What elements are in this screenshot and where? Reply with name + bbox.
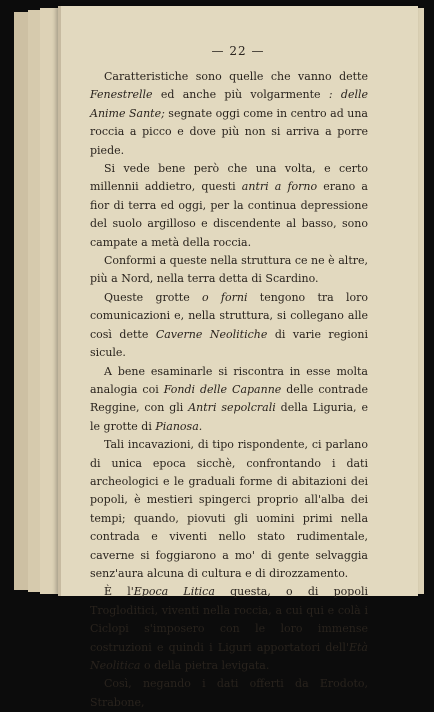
text-run: tengono tra loro comunicazioni e, nella struttura, si collegano alle così dette [90,290,368,341]
text-run: Conformi a queste nella struttura ce ne è altre, più a Nord, nella terra detta di Scardino. [90,254,368,286]
text-run: questa, o di popoli Trogloditici, viventi nella roccia, a cui qui e colà i Ciclopi s'imposero con le loro immense costruzioni e quindi i Liguri apportatori dell' [90,585,369,654]
text-run: A bene esaminarle si riscontra in esse molta analogia coi [90,364,368,396]
paragraph [90,436,368,583]
text-run: Così, negando i dati offerti da Erodoto, Strabone, [90,677,368,709]
text-run: delle contrade Reggine, con gli [90,382,368,415]
italic-text: o forni [202,290,248,304]
paragraph [90,363,368,437]
italic-text: Pianosa. [155,419,203,433]
italic-text: Fenestrelle [90,88,153,102]
paragraph [90,252,368,289]
paragraph [90,583,368,675]
text-run: ed anche più volgarmente [152,88,329,102]
italic-text: Epoca Litica [133,585,215,599]
text-run: di varie regioni sicule. [90,327,368,360]
italic-text: : delle Anime Sante; [90,88,368,120]
paragraph [90,160,368,252]
text-run: o della pietra levigata. [140,659,270,672]
page-number: — 22 — [211,44,265,58]
text-run: È l' [104,585,134,599]
italic-text: antri a forno [241,180,318,194]
text-run: Tali incavazioni, di tipo rispondente, ci parlano di unica epoca sicchè, confrontando i dati archeologici e le graduali forme di abitazioni dei popoli, è mestieri spingerci proprio all'alba dei tempi; quando, piovuti gli uomini primi nella contrada e viventi nello stato rudimentale, caverne si foggiarono a mo' di gente selvaggia senz'aura alcuna di cultura e di dirozzamento. [90,438,368,580]
italic-text: Caverne Neolitiche [155,327,268,341]
text-run: Si vede bene però che una volta, e certo millennii addietro, questi [90,162,368,194]
text-run: Queste grotte [104,290,203,304]
paragraph [90,289,368,363]
text-run: Caratteristiche sono quelle che vanno dette [104,70,368,83]
text-run: erano a fior di terra ed oggi, per la continua depressione del suolo argilloso e discendente al basso, sono campate a metà della roccia. [90,180,368,249]
italic-text: Antri sepolcrali [188,401,276,415]
page-body [90,68,368,712]
paragraph [90,68,368,160]
text-run: segnate oggi come in centro ad una roccia a picco e dove più non si arriva a porre piede. [90,106,368,157]
italic-text: Fondi delle Capanne [163,382,282,396]
paragraph [90,675,368,712]
italic-text: Età Neolitica [90,640,368,672]
text-run: della Liguria, e le grotte di [90,401,368,433]
page-gutter [58,6,61,596]
